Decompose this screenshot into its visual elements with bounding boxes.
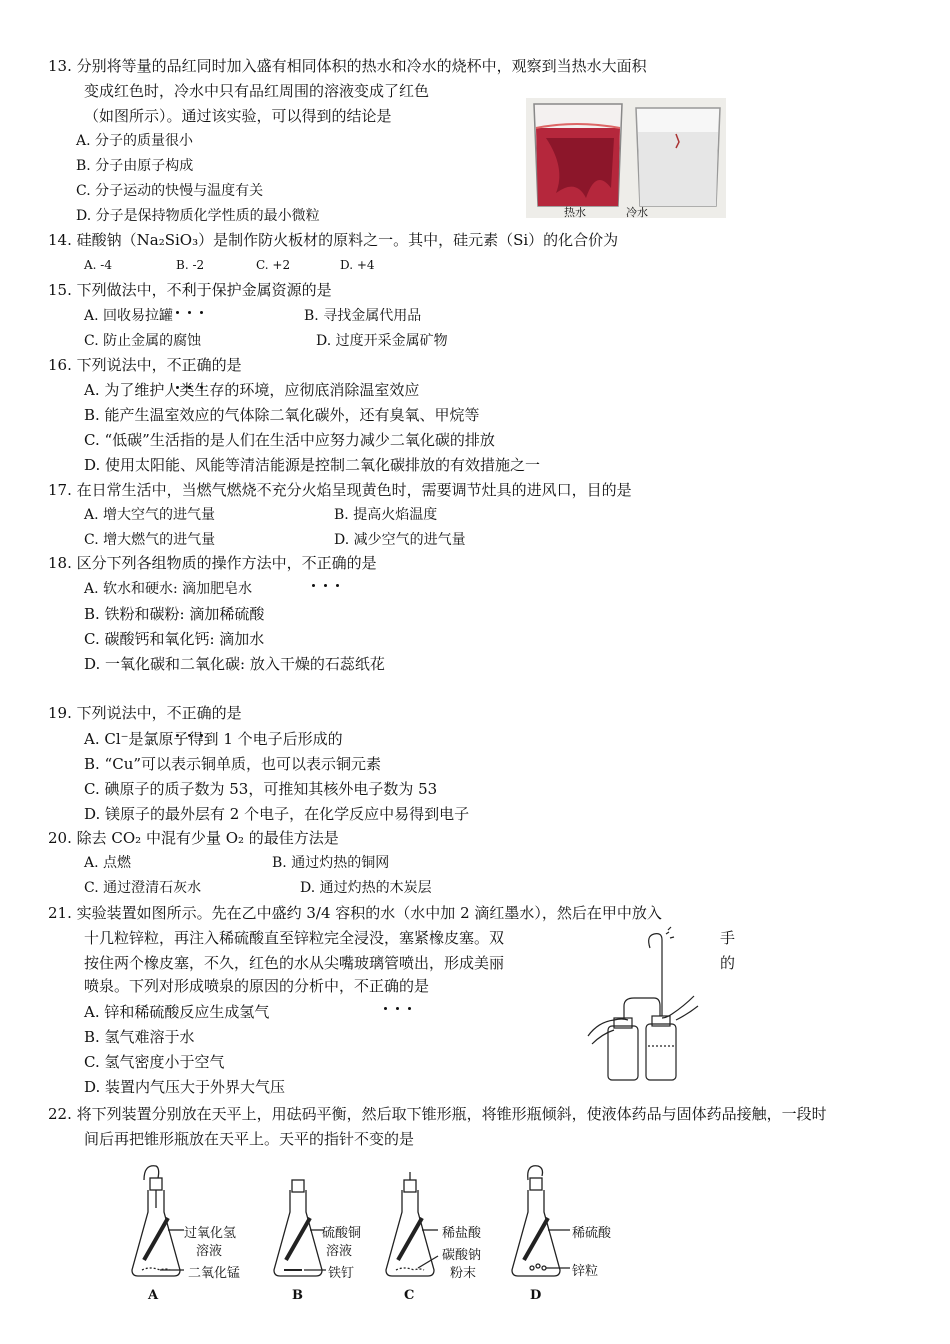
- q15-stem: 15. 下列做法中，不利于保护金属资源的是: [48, 281, 332, 299]
- beakers-photo: [526, 98, 726, 218]
- emphasis-dots: [176, 722, 212, 726]
- flask-a-label-3: 二氧化锰: [188, 1266, 241, 1281]
- emphasis-dots: [384, 995, 420, 999]
- q21-stem-line2: 十几粒锌粒，再注入稀硫酸直至锌粒完全浸没，塞紧橡皮塞。双: [84, 929, 505, 947]
- q19-option-b: B. “Cu”可以表示铜单质，也可以表示铜元素: [84, 755, 382, 773]
- flask-c-label-2: 碳酸钠: [442, 1248, 482, 1263]
- q22-stem-line2: 间后再把锥形瓶放在天平上。天平的指针不变的是: [84, 1130, 415, 1148]
- q19-stem: 19. 下列说法中，不正确的是: [48, 704, 242, 722]
- q17-option-a: A. 增大空气的进气量: [84, 507, 216, 523]
- q21-option-b: B. 氢气难溶于水: [84, 1028, 195, 1046]
- q13-option-d: D. 分子是保持物质化学性质的最小微粒: [76, 208, 320, 224]
- q18-option-a: A. 软水和硬水: 滴加肥皂水: [84, 581, 253, 597]
- q13-option-c: C. 分子运动的快慢与温度有关: [76, 183, 264, 199]
- q14-option-b: B. -2: [176, 258, 205, 272]
- q21-option-a: A. 锌和稀硫酸反应生成氢气: [84, 1003, 270, 1021]
- q15-option-d: D. 过度开采金属矿物: [316, 333, 448, 349]
- hot-water-label: 热水: [564, 206, 586, 219]
- q13-stem-line1: 13. 分别将等量的品红同时加入盛有相同体积的热水和冷水的烧杯中，观察到当热水大面积: [48, 57, 647, 75]
- flask-d-label-2: 锌粒: [572, 1264, 599, 1279]
- q19-option-a: A. Cl⁻是氯原子得到 1 个电子后形成的: [84, 730, 343, 748]
- q21-stem-line4: 喷泉。下列对形成喷泉的原因的分析中，不正确的是: [84, 977, 430, 995]
- flask-b-label-2: 溶液: [326, 1244, 353, 1259]
- q16-option-c: C. “低碳”生活指的是人们在生活中应努力减少二氧化碳的排放: [84, 431, 495, 449]
- q17-stem: 17. 在日常生活中，当燃气燃烧不充分火焰呈现黄色时，需要调节灶具的进风口，目的是: [48, 481, 632, 499]
- q21-stem-line3: 按住两个橡皮塞，不久，红色的水从尖嘴玻璃管喷出，形成美丽: [84, 954, 505, 972]
- q17-option-c: C. 增大燃气的进气量: [84, 532, 216, 548]
- fountain-apparatus-figure: [584, 926, 704, 1086]
- q19-option-d: D. 镁原子的最外层有 2 个电子，在化学反应中易得到电子: [84, 805, 470, 823]
- emphasis-dots: [176, 374, 212, 378]
- q21-stem-line3-end: 的: [720, 954, 736, 972]
- q17-option-d: D. 减少空气的进气量: [334, 532, 466, 548]
- q15-option-a: A. 回收易拉罐: [84, 308, 174, 324]
- q14-stem: 14. 硅酸钠（Na₂SiO₃）是制作防火板材的原料之一。其中，硅元素（Si）的化合价为: [48, 231, 619, 249]
- q20-option-a: A. 点燃: [84, 855, 132, 871]
- flask-b-label-1: 硫酸铜: [322, 1226, 362, 1241]
- q20-option-c: C. 通过澄清石灰水: [84, 880, 202, 896]
- q18-option-b: B. 铁粉和碳粉: 滴加稀硫酸: [84, 605, 265, 623]
- flask-c-figure: [384, 1160, 504, 1310]
- q13-stem-line3: （如图所示）。通过该实验，可以得到的结论是: [84, 107, 392, 125]
- flask-a-figure: [130, 1160, 270, 1310]
- cold-water-label: 冷水: [626, 206, 648, 219]
- q13-stem-line2: 变成红色时，冷水中只有品红周围的溶液变成了红色: [84, 82, 430, 100]
- q15-option-c: C. 防止金属的腐蚀: [84, 333, 202, 349]
- flask-a-label-2: 溶液: [196, 1244, 223, 1259]
- q16-stem: 16. 下列说法中，不正确的是: [48, 356, 242, 374]
- flask-d-tag: D: [530, 1288, 542, 1303]
- q18-stem: 18. 区分下列各组物质的操作方法中，不正确的是: [48, 554, 377, 572]
- flask-c-tag: C: [404, 1288, 415, 1303]
- q16-option-b: B. 能产生温室效应的气体除二氧化碳外，还有臭氧、甲烷等: [84, 406, 480, 424]
- q20-option-b: B. 通过灼热的铜网: [272, 855, 390, 871]
- flask-a-label-1: 过氧化氢: [184, 1226, 237, 1241]
- q21-option-d: D. 装置内气压大于外界大气压: [84, 1078, 286, 1096]
- q21-stem-line1: 21. 实验装置如图所示。先在乙中盛约 3/4 容积的水（水中加 2 滴红墨水），然后在甲中放入: [48, 904, 662, 922]
- q15-option-b: B. 寻找金属代用品: [304, 308, 422, 324]
- q18-option-c: C. 碳酸钙和氧化钙: 滴加水: [84, 630, 265, 648]
- q13-option-b: B. 分子由原子构成: [76, 158, 194, 174]
- q19-option-c: C. 碘原子的质子数为 53，可推知其核外电子数为 53: [84, 780, 438, 798]
- q21-option-c: C. 氢气密度小于空气: [84, 1053, 225, 1071]
- q16-option-d: D. 使用太阳能、风能等清洁能源是控制二氧化碳排放的有效措施之一: [84, 456, 541, 474]
- flask-c-label-1: 稀盐酸: [442, 1226, 482, 1241]
- q22-stem-line1: 22. 将下列装置分别放在天平上，用砝码平衡，然后取下锥形瓶，将锥形瓶倾斜，使液体药品与固体药品接触，一段时: [48, 1105, 827, 1123]
- q14-option-a: A. -4: [84, 258, 112, 272]
- q20-stem: 20. 除去 CO₂ 中混有少量 O₂ 的最佳方法是: [48, 829, 339, 847]
- flask-b-tag: B: [292, 1288, 303, 1303]
- flask-b-figure: [272, 1160, 392, 1310]
- flask-d-figure: [510, 1160, 640, 1310]
- q14-option-d: D. +4: [340, 258, 375, 272]
- q13-option-a: A. 分子的质量很小: [76, 133, 194, 149]
- emphasis-dots: [312, 572, 348, 576]
- flask-b-label-3: 铁钉: [328, 1266, 355, 1281]
- flask-d-label-1: 稀硫酸: [572, 1226, 612, 1241]
- q21-stem-line2-end: 手: [720, 929, 736, 947]
- q14-option-c: C. +2: [256, 258, 291, 272]
- flask-c-label-3: 粉末: [450, 1266, 477, 1281]
- flask-a-tag: A: [148, 1288, 159, 1303]
- q20-option-d: D. 通过灼热的木炭层: [300, 880, 432, 896]
- q16-option-a: A. 为了维护人类生存的环境，应彻底消除温室效应: [84, 381, 420, 399]
- emphasis-dots: [176, 299, 212, 303]
- q18-option-d: D. 一氧化碳和二氧化碳: 放入干燥的石蕊纸花: [84, 655, 385, 673]
- q17-option-b: B. 提高火焰温度: [334, 507, 438, 523]
